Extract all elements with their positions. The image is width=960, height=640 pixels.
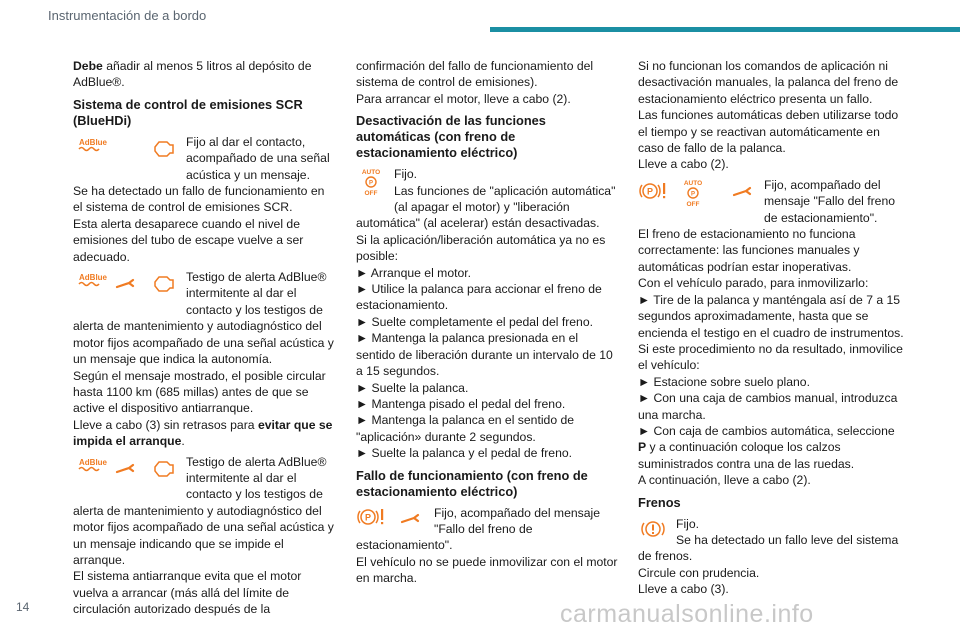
- brake-icon-wrap: [638, 516, 668, 546]
- auto-off-icon: [684, 180, 702, 207]
- column-3: [638, 58, 904, 598]
- scr2-p3: Lleve a cabo (3) sin retrasos para evitar que se impida el arranque.: [73, 417, 333, 449]
- brakes-p2: Circule con prudencia.: [638, 565, 760, 580]
- warn-block: [638, 177, 904, 226]
- parking-brake-warning-icon: [640, 183, 665, 198]
- c3-p2: Las funciones automáticas deben utilizarse todo el tiempo y se reactivan automáticamente en caso de fallo de la palanca.: [638, 108, 899, 156]
- adblue-icon-label: AdBlue: [79, 273, 107, 283]
- engine-diagnostic-icon: [155, 277, 173, 291]
- adblue-icon-label: AdBlue: [79, 457, 107, 467]
- bullet: ► Mantenga la palanca presionada en el sentido de liberación durante un intervalo de 10 a 15 segundos.: [356, 331, 613, 379]
- scr-p3: Esta alerta desaparece cuando el nivel de emisiones del tubo de escape vuelve a ser adecuado.: [73, 216, 304, 264]
- auto-off-icon-bottom: OFF: [686, 200, 700, 207]
- svg-text:P: P: [690, 191, 696, 198]
- adblue-icon: [79, 273, 108, 286]
- fault-block: [356, 505, 618, 554]
- heading-deactivation: Desactivación de las funciones automáticas (con freno de estacionamiento eléctrico): [356, 113, 546, 161]
- scr-icons-2: [73, 269, 178, 303]
- wrench-icon: [117, 280, 133, 287]
- adblue-icon: [79, 138, 108, 151]
- fault-p2: El vehículo no se puede inmovilizar con el motor en marcha.: [356, 554, 618, 586]
- adblue-icon-label: AdBlue: [79, 137, 107, 147]
- scr-block-1: [73, 134, 337, 183]
- bullet: ► Mantenga pisado el pedal del freno.: [356, 396, 566, 411]
- column-2: [356, 58, 618, 587]
- warn-p2: El freno de estacionamiento no funciona correctamente: las funciones manuales y automáticas podrían estar inoperativas.: [638, 227, 860, 274]
- fault-text: Fijo, acompañado del mensaje "Fallo del freno de estacionamiento".: [356, 505, 600, 553]
- c2-p1: confirmación del fallo de funcionamiento del sistema de control de emisiones).: [356, 59, 594, 90]
- scr-p2: Se ha detectado un fallo de funcionamiento en el sistema de control de emisiones SCR.: [73, 184, 325, 215]
- c3-p3: Lleve a cabo (2).: [638, 157, 729, 172]
- brakes-fijo: Fijo.: [676, 516, 700, 531]
- bullet: ► Tire de la palanca y manténgala así de 7 a 15 segundos aproximadamente, hasta que se encienda el testigo en el cuadro de instrumentos.: [638, 292, 904, 340]
- engine-diagnostic-icon: [155, 142, 173, 156]
- adblue-intro: Debe añadir al menos 5 litros al depósito de AdBlue®.: [73, 59, 312, 90]
- bullet: ► Con una caja de cambios manual, introduzca una marcha.: [638, 391, 898, 422]
- deact-fijo: Fijo.: [394, 167, 418, 182]
- brakes-p3: Lleve a cabo (3).: [638, 582, 729, 597]
- svg-text:P: P: [364, 512, 372, 523]
- bullet: ► Suelte completamente el pedal del freno.: [356, 314, 593, 329]
- scr-icons-3: [73, 454, 178, 488]
- heading-fault: Fallo de funcionamiento (con freno de estacionamiento eléctrico): [356, 467, 588, 499]
- wrench-icon: [734, 188, 750, 195]
- c2-p2: Para arrancar el motor, lleve a cabo (2).: [356, 91, 571, 106]
- brakes-block: [638, 516, 904, 565]
- warn-icons: [638, 177, 756, 211]
- brakes-p1: Se ha detectado un fallo leve del sistema de frenos.: [638, 532, 899, 564]
- warn-p4: Si este procedimiento no da resultado, inmovilice el vehículo:: [638, 341, 903, 373]
- scr3-p2: El sistema antiarranque evita que el motor vuelva a arrancar (más allá del límite de circulación autorizado después de la: [73, 569, 302, 617]
- bullet: ► Con caja de cambios automática, seleccione P y a continuación coloque los calzos suministrados contra una de las ruedas.: [638, 423, 895, 471]
- bullet: ► Estacione sobre suelo plano.: [638, 374, 810, 389]
- c3-p1: Si no funcionan los comandos de aplicación ni desactivación manuales, la palanca del freno de estacionamiento eléctrico presenta un fallo.: [638, 59, 899, 106]
- bullet: ► Mantenga la palanca en el sentido de "aplicación» durante 2 segundos.: [356, 413, 575, 444]
- svg-text:P: P: [646, 186, 654, 197]
- parking-brake-warning-icon: [358, 509, 383, 524]
- fault-icons: [356, 505, 426, 535]
- warn-p5: A continuación, lleve a cabo (2).: [638, 473, 811, 488]
- auto-off-icon-top: AUTO: [361, 169, 381, 177]
- heading-scr: Sistema de control de emisiones SCR (BlueHDi): [73, 96, 303, 128]
- bullet: ► Suelte la palanca y el pedal de freno.: [356, 446, 573, 461]
- bullet: ► Utilice la palanca para accionar el freno de estacionamiento.: [356, 282, 602, 313]
- watermark: carmanualsonline.info: [560, 600, 814, 628]
- deact-block: [356, 166, 618, 232]
- running-header: Instrumentación de a bordo: [48, 8, 207, 23]
- scr-icons-1: [73, 134, 178, 168]
- bullet: ► Arranque el motor.: [356, 265, 472, 280]
- adblue-icon: [79, 458, 108, 471]
- page-number: 14: [16, 600, 30, 614]
- scr-text-3: Testigo de alerta AdBlue® intermitente al dar el contacto y los testigos de alerta de mantenimiento y autodiagnóstico del motor fijos acompañado de una señal acústica y un mensaje indicando que se impide el arranque.: [73, 454, 334, 567]
- wrench-icon: [117, 465, 133, 472]
- svg-text:P: P: [368, 180, 374, 187]
- auto-off-icon: [356, 166, 386, 196]
- scr-text-1: Fijo al dar el contacto, acompañado de una señal acústica y un mensaje.: [186, 134, 330, 182]
- wrench-icon: [402, 515, 418, 522]
- warn-text: Fijo, acompañado del mensaje "Fallo del freno de estacionamiento".: [764, 177, 896, 225]
- scr2-p2: Según el mensaje mostrado, el posible circular hasta 1100 km (685 millas) antes de que se active el dispositivo antiarranque.: [73, 368, 326, 416]
- engine-diagnostic-icon: [155, 462, 173, 476]
- deact-p2: Si la aplicación/liberación automática ya no es posible:: [356, 232, 606, 264]
- scr-block-2: [73, 269, 337, 367]
- scr-block-3: [73, 454, 337, 569]
- auto-off-icon-top: AUTO: [683, 179, 703, 187]
- header-accent-bar: [490, 27, 960, 32]
- scr-text-2: Testigo de alerta AdBlue® intermitente al dar el contacto y los testigos de alerta de mantenimiento y autodiagnóstico del motor fijos acompañado de una señal acústica y un mensaje que indica la autonomía.: [73, 270, 334, 367]
- bullet: ► Suelte la palanca.: [356, 380, 469, 395]
- deact-p1: Las funciones de "aplicación automática" (al apagar el motor) y "liberación automática" (al acelerar) están desactivadas.: [356, 183, 616, 231]
- auto-off-icon-bottom: OFF: [364, 190, 378, 197]
- brake-warning-icon: [638, 516, 668, 542]
- column-1: [73, 58, 337, 618]
- auto-off-icon-wrap: [356, 166, 386, 200]
- heading-brakes: Frenos: [638, 494, 681, 510]
- warn-p3: Con el vehículo parado, para inmovilizarlo:: [638, 276, 869, 291]
